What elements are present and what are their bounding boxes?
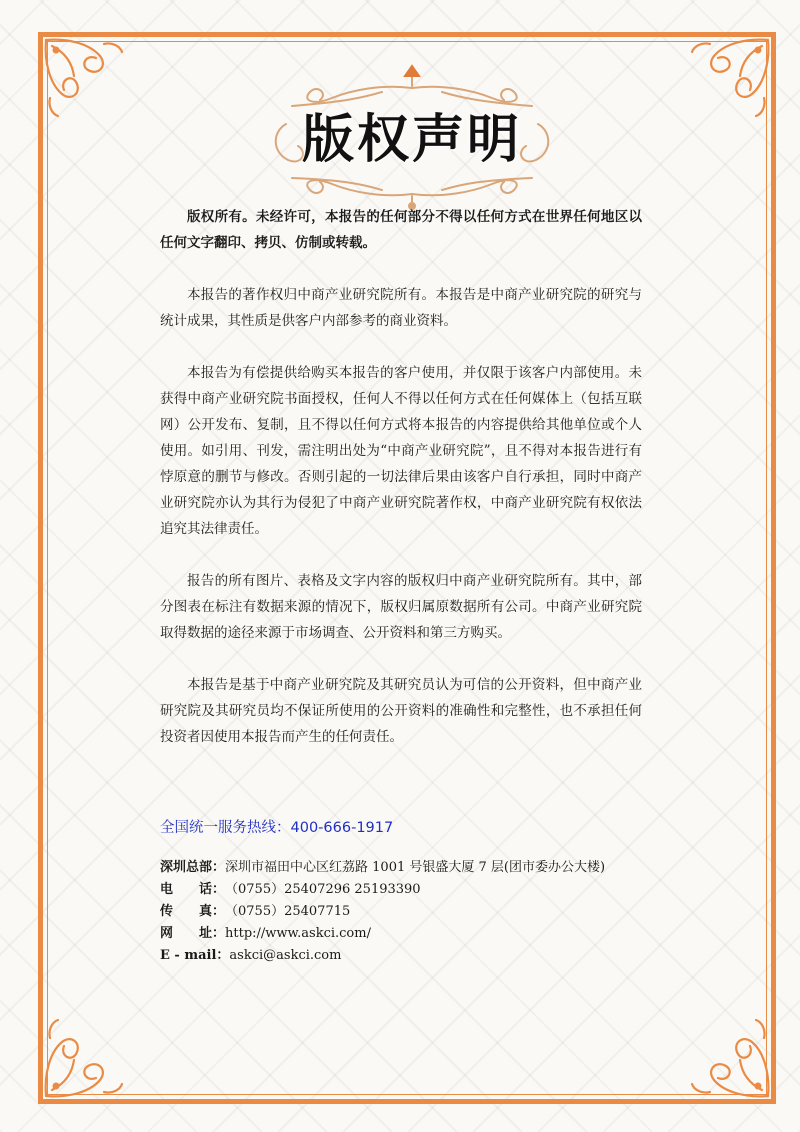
image-copyright-paragraph: 报告的所有图片、表格及文字内容的版权归中商产业研究院所有。其中，部分图表在标注有数据来源的情况下，版权归属原数据所有公司。中商产业研究院取得数据的途径来源于市场调查、公开资料和第三方购买。: [160, 573, 642, 641]
contact-label: 传 真：: [160, 904, 226, 919]
usage-paragraph: 本报告为有偿提供给购买本报告的客户使用，并仅限于该客户内部使用。未获得中商产业研究院书面授权，任何人不得以任何方式在任何媒体上（包括互联网）公开发布、复制，且不得以任何方式将本报告的内容提供给其他单位或个人使用。如引用、刊发，需注明出处为“中商产业研究院”，且不得对本报告进行有悖原意的删节与修改。否则引起的一切法律后果由该客户自行承担，同时中商产业研究院亦认为其行为侵犯了中商产业研究院著作权，中商产业研究院有权依法追究其法律责任。: [160, 365, 642, 537]
fax-number: （0755）25407715: [225, 904, 351, 919]
document-body: [160, 204, 642, 750]
disclaimer-paragraph: 本报告是基于中商产业研究院及其研究员认为可信的公开资料，但中商产业研究院及其研究员均不保证所使用的公开资料的准确性和完整性，也不承担任何投资者因使用本报告而产生的任何责任。: [160, 677, 642, 745]
contact-label: E - mail：: [160, 948, 230, 963]
contact-row-phone: [160, 879, 660, 901]
website-link[interactable]: http://www.askci.com/: [225, 926, 371, 941]
contact-row-email: [160, 945, 660, 967]
page-title: 版权声明: [301, 110, 522, 170]
contact-row-fax: [160, 901, 660, 923]
contact-info: [160, 857, 660, 967]
contact-label: 网 址：: [160, 926, 226, 941]
corner-flourish-icon: [38, 1012, 130, 1104]
copyright-paragraph: 版权所有。未经许可，本报告的任何部分不得以任何方式在世界任何地区以任何文字翻印、拷贝、仿制或转载。: [160, 209, 642, 251]
ownership-paragraph: 本报告的著作权归中商产业研究院所有。本报告是中商产业研究院的研究与统计成果，其性质是供客户内部参考的商业资料。: [160, 287, 642, 329]
contact-row-web: [160, 923, 660, 945]
phone-number: （0755）25407296 25193390: [225, 882, 421, 897]
corner-flourish-icon: [38, 32, 130, 124]
service-hotline: 全国统一服务热线：400-666-1917: [160, 820, 394, 836]
contact-label: 深圳总部：: [160, 860, 226, 875]
email-link[interactable]: askci@askci.com: [229, 948, 342, 963]
contact-label: 电 话：: [160, 882, 226, 897]
corner-flourish-icon: [684, 32, 776, 124]
hq-address: 深圳市福田中心区红荔路 1001 号银盛大厦 7 层(团市委办公大楼): [225, 860, 606, 875]
contact-row-hq: [160, 857, 660, 879]
corner-flourish-icon: [684, 1012, 776, 1104]
